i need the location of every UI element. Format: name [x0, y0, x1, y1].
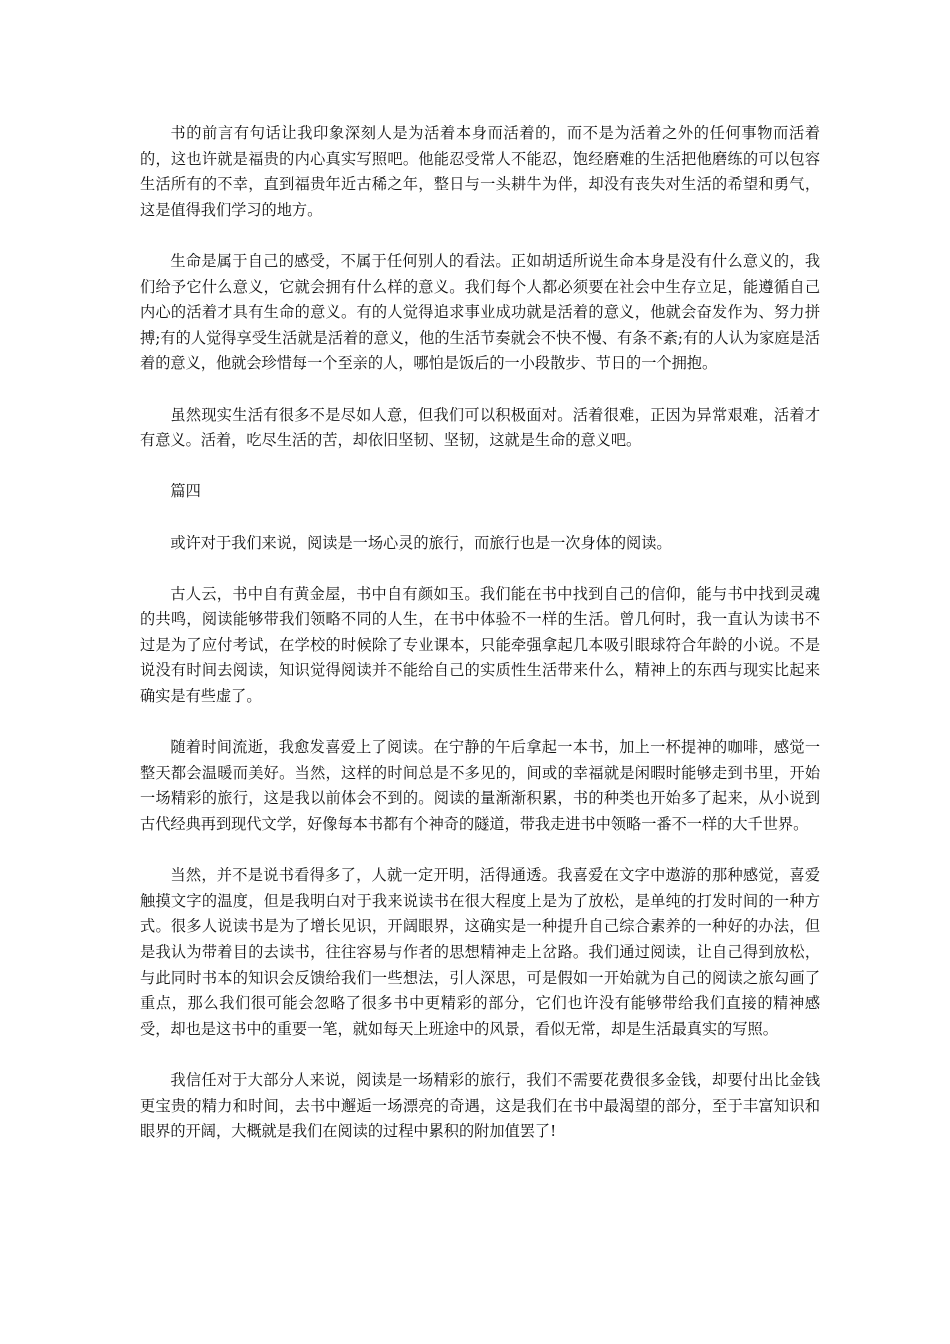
paragraph-4: 或许对于我们来说，阅读是一场心灵的旅行，而旅行也是一次身体的阅读。	[170, 533, 672, 552]
paragraph-2: 生命是属于自己的感受，不属于任何别人的看法。正如胡适所说生命本身是没有什么意义的，我们给予它什么意义，它就会拥有什么样的意义。我们每个人都必须要在社会中生存立足，能遵循自己内心的活着才具有生命的意义。有的人觉得追求事业成功就是活着的意义，他就会奋发作为、努力拼搏;有的人觉得享受生活就是活着的意义，他的生活节奏就会不快不慢、有条不紊;有的人认为家庭是活着的意义，他就会珍惜每一个至亲的人，哪怕是饭后的一小段散步、节日的一个拥抱。	[140, 251, 820, 373]
paragraph-6: 随着时间流逝，我愈发喜爱上了阅读。在宁静的午后拿起一本书，加上一杯提神的咖啡，感觉一整天都会温暖而美好。当然，这样的时间总是不多见的，间或的幸福就是闲暇时能够走到书里，开始一场精彩的旅行，这是我以前体会不到的。阅读的量渐渐积累，书的种类也开始多了起来，从小说到古代经典再到现代文学，好像每本书都有个神奇的隧道，带我走进书中领略一番不一样的大千世界。	[140, 738, 820, 834]
paragraph-1: 书的前言有句话让我印象深刻人是为活着本身而活着的，而不是为活着之外的任何事物而活着的，这也许就是福贵的内心真实写照吧。他能忍受常人不能忍，饱经磨难的生活把他磨练的可以包容生活所有的不幸，直到福贵年近古稀之年，整日与一头耕牛为伴，却没有丧失对生活的希望和勇气，这是值得我们学习的地方。	[140, 124, 820, 219]
paragraph-7: 当然，并不是说书看得多了，人就一定开明，活得通透。我喜爱在文字中遨游的那种感觉，喜爱触摸文字的温度，但是我明白对于我来说读书在很大程度上是为了放松，是单纯的打发时间的一种方式。很多人说读书是为了增长见识，开阔眼界，这确实是一种提升自己综合素养的一种好的办法，但是我认为带着目的去读书，往往容易与作者的思想精神走上岔路。我们通过阅读，让自己得到放松，与此同时书本的知识会反馈给我们一些想法，引人深思，可是假如一开始就为自己的阅读之旅勾画了重点，那么我们很可能会忽略了很多书中更精彩的部分，它们也许没有能够带给我们直接的精神感受，却也是这书中的重要一笔，就如每天上班途中的风景，看似无常，却是生活最真实的写照。	[140, 866, 820, 1038]
paragraph-8: 我信任对于大部分人来说，阅读是一场精彩的旅行，我们不需要花费很多金钱，却要付出比金钱更宝贵的精力和时间，去书中邂逅一场漂亮的奇遇，这是我们在书中最渴望的部分，至于丰富知识和眼界的开阔，大概就是我们在阅读的过程中累积的附加值罢了!	[140, 1070, 820, 1141]
paragraph-5: 古人云，书中自有黄金屋，书中自有颜如玉。我们能在书中找到自己的信仰，能与书中找到灵魂的共鸣，阅读能够带我们领略不同的人生，在书中体验不一样的生活。曾几何时，我一直认为读书不过是为了应付考试，在学校的时候除了专业课本，只能牵强拿起几本吸引眼球符合年龄的小说。不是说没有时间去阅读，知识觉得阅读并不能给自己的实质性生活带来什么，精神上的东西与现实比起来确实是有些虚了。	[140, 584, 820, 706]
document-body	[140, 121, 820, 1145]
section-heading: 篇四	[170, 482, 201, 501]
paragraph-3: 虽然现实生活有很多不是尽如人意，但我们可以积极面对。活着很难，正因为异常艰难，活着才有意义。活着，吃尽生活的苦，却依旧坚韧、坚韧，这就是生命的意义吧。	[140, 405, 820, 450]
